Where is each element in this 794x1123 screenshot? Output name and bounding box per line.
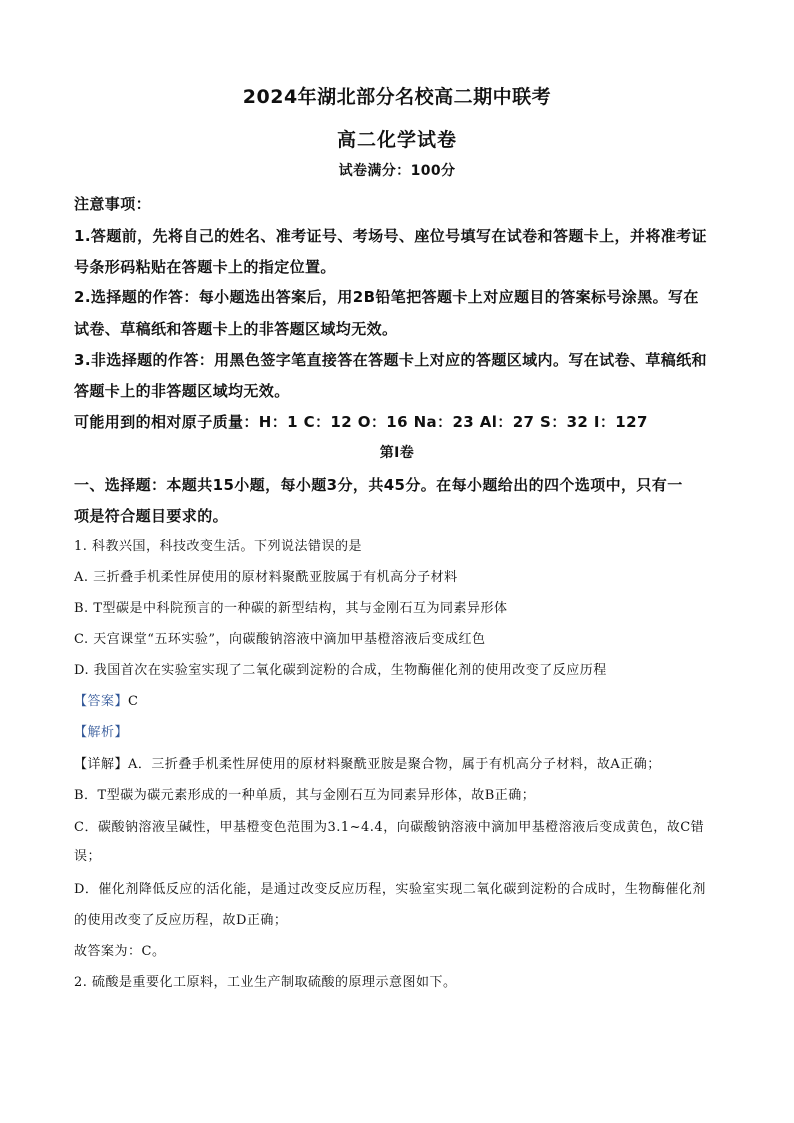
detail-line: C．碳酸钠溶液呈碱性，甲基橙变色范围为3.1~4.4，向碳酸钠溶液中滴加甲基橙溶液后变成黄色，故C错 bbox=[74, 820, 705, 835]
detail-line: 的使用改变了反应历程，故D正确； bbox=[74, 913, 288, 928]
full-score: 试卷满分：100分 bbox=[338, 163, 456, 179]
detail-text: A．三折叠手机柔性屏使用的原材料聚酰亚胺是聚合物，属于有机高分子材料，故A正确； bbox=[128, 757, 661, 772]
answer-value: C bbox=[128, 694, 139, 709]
option-d: D. 我国首次在实验室实现了二氧化碳到淀粉的合成，生物酶催化剂的使用改变了反应历程 bbox=[74, 663, 607, 678]
section-instruction: 一、选择题：本题共15小题，每小题3分，共45分。在每小题给出的四个选项中，只有一 bbox=[74, 476, 683, 494]
detail-tag: 【详解】 bbox=[74, 757, 129, 772]
option-a: A. 三折叠手机柔性屏使用的原材料聚酰亚胺属于有机高分子材料 bbox=[74, 570, 458, 585]
detail-line: B．T型碳为碳元素形成的一种单质，其与金刚石互为同素异形体，故B正确； bbox=[74, 788, 536, 803]
note-line: 3.非选择题的作答：用黑色签字笔直接答在答题卡上对应的答题区域内。写在试卷、草稿纸和 bbox=[74, 351, 707, 369]
answer-tag: 【答案】 bbox=[74, 694, 129, 709]
note-line: 2.选择题的作答：每小题选出答案后，用2B铅笔把答题卡上对应题目的答案标号涂黑。写在 bbox=[74, 288, 699, 306]
option-c: C. 天宫课堂“五环实验”，向碳酸钠溶液中滴加甲基橙溶液后变成红色 bbox=[74, 632, 486, 647]
question-stem: 2. 硫酸是重要化工原料，工业生产制取硫酸的原理示意图如下。 bbox=[74, 975, 457, 990]
option-b: B. T型碳是中科院预言的一种碳的新型结构，其与金刚石互为同素异形体 bbox=[74, 601, 508, 616]
detail-line: 误； bbox=[74, 849, 102, 864]
conclusion-line: 故答案为：C。 bbox=[74, 944, 166, 959]
note-line: 号条形码粘贴在答题卡上的指定位置。 bbox=[74, 258, 336, 276]
note-line: 答题卡上的非答题区域均无效。 bbox=[74, 382, 290, 400]
analysis-tag: 【解析】 bbox=[74, 725, 129, 740]
notes-heading: 注意事项： bbox=[74, 195, 152, 213]
exam-subject: 高二化学试卷 bbox=[336, 129, 457, 151]
exam-title: 2024年湖北部分名校高二期中联考 bbox=[242, 86, 552, 108]
detail-line bbox=[74, 755, 730, 775]
question-stem: 1. 科教兴国，科技改变生活。下列说法错误的是 bbox=[74, 539, 363, 554]
note-line: 试卷、草稿纸和答题卡上的非答题区域均无效。 bbox=[74, 320, 398, 338]
atomic-masses: 可能用到的相对原子质量：H：1 C：12 O：16 Na：23 Al：27 S：32 I：127 bbox=[74, 413, 648, 431]
note-line: 1.答题前，先将自己的姓名、准考证号、考场号、座位号填写在试卷和答题卡上，并将准考证 bbox=[74, 227, 707, 245]
detail-line: D．催化剂降低反应的活化能，是通过改变反应历程，实验室实现二氧化碳到淀粉的合成时，生物酶催化剂 bbox=[74, 882, 706, 897]
volume-heading: 第Ⅰ卷 bbox=[379, 445, 415, 461]
answer-line bbox=[74, 692, 730, 712]
section-instruction: 项是符合题目要求的。 bbox=[74, 507, 229, 525]
